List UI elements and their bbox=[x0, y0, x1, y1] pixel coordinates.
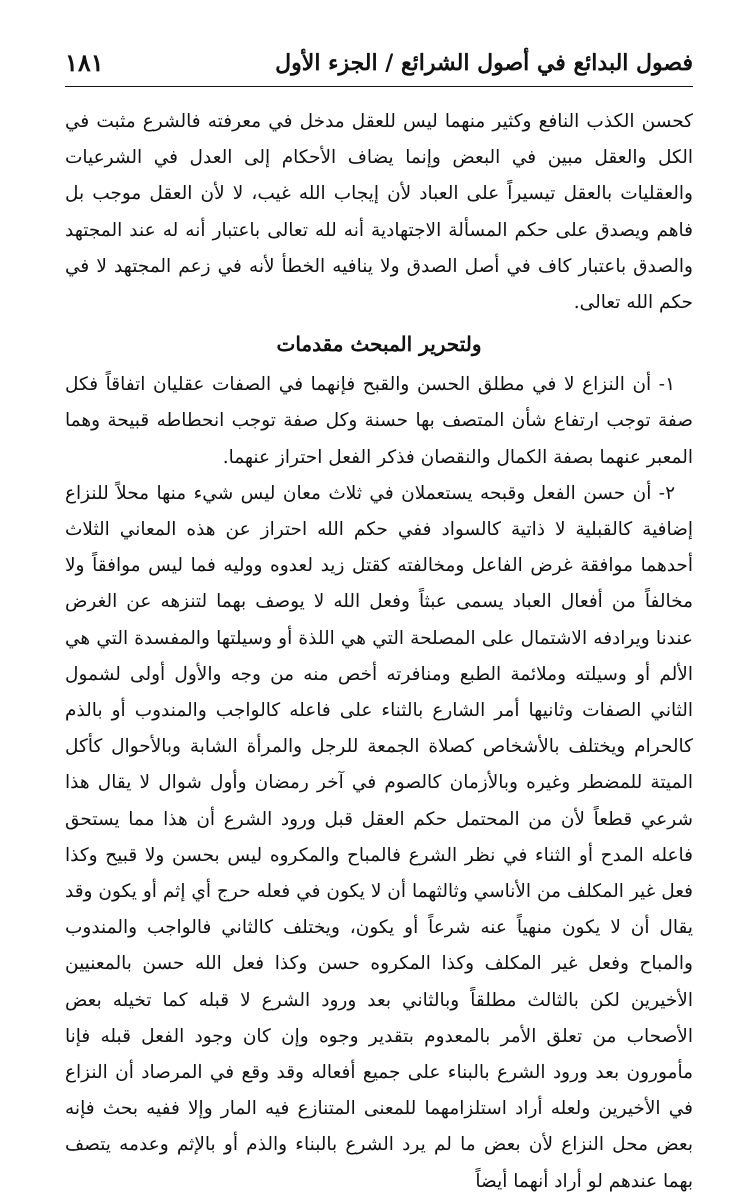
section-heading: ولتحرير المبحث مقدمات bbox=[276, 332, 482, 357]
header-divider bbox=[65, 86, 693, 87]
page-body bbox=[65, 104, 693, 1200]
numbered-item-1: ١- أن النزاع لا في مطلق الحسن والقبح فإنهما في الصفات عقليان اتفاقاً فكل صفة توجب ارتفاع شأن المتصف بها حسنة وكل صفة توجب انحطاطه قبيحة وهما المعبر عنهما بصفة الكمال والنقصان فذكر الفعل احتراز عنهما. bbox=[65, 374, 693, 468]
numbered-item-2: ٢- أن حسن الفعل وقبحه يستعملان في ثلاث معان ليس شيء منها محلاً للنزاع إضافية كالقبلية لا ذاتية كالسواد ففي حكم الله احتراز عن هذه المعاني الثلاث أحدهما موافقة غرض الفاعل ومخالفته كقتل زيد لعدوه ووليه فما ليس موافقاً ولا مخالفاً من أفعال العباد يسمى عبثاً وفعل الله لا يوصف بهما لتنزهه عن الغرض عندنا ويرادفه الاشتمال على المصلحة التي هي اللذة أو وسيلتها والمفسدة التي هي الألم أو وسيلته وملائمة الطبع ومنافرته أخص منه من وجه والأول أولى لشمول الثاني الصفات وثانيها أمر الشارع بالثناء على فاعله كالواجب والمندوب أو بالذم كالحرام ويختلف بالأشخاص كصلاة الجمعة للرجل والمرأة الشابة وبالأحوال كأكل الميتة للمضطر وغيره وبالأزمان كالصوم في آخر رمضان وأول شوال لا يقال هذا شرعي قطعاً لأن من المحتمل حكم العقل قبل ورود الشرع أن هذا مما يستحق فاعله المدح أو الثناء في نظر الشرع فالمباح والمكروه ليس بحسن ولا قبيح وكذا فعل غير المكلف من الأناسي وثالثهما أن لا يكون في فعله حرج أي إثم أو يكون وقد يقال أن لا يكون منهياً عنه شرعاً أو يكون، ويختلف كالثاني فالواجب والمندوب والمباح وفعل غير المكلف وكذا المكروه حسن وكذا فعل الله حسن بالمعنيين الأخيرين لكن بالثالث مطلقاً وبالثاني بعد ورود الشرع لا قبله كما تخيله بعض الأصحاب من تعلق الأمر بالمعدوم بتقدير وجوه وإن كان وجود الفعل قبله فإنا مأمورون بعد ورود الشرع بالبناء على جميع أفعاله وقد وقع في المرصاد أن النزاع في الأخيرين ولعله أراد استلزامهما للمعنى المتنازع فيه المار وإلا ففيه بحث فإنه بعض محل النزاع لأن بعض ما لم يرد الشرع بالبناء والذم أو بالإثم وعدمه يتصف بهما عندهم لو أراد أنهما أيضاً bbox=[65, 482, 693, 1192]
page-header bbox=[65, 0, 693, 90]
intro-paragraph: كحسن الكذب النافع وكثير منهما ليس للعقل مدخل في معرفته فالشرع مثبت في الكل والعقل مبين في البعض وإنما يضاف الأحكام إلى العدل في الشرعيات والعقليات بالعقل تيسيراً على العباد لأن إيجاب الله غيب، لا لأن العقل موجب بل فاهم ويصدق على حكم المسألة الاجتهادية أنه لله تعالى باعتبار أنه له عند المجتهد والصدق باعتبار كاف في أصل الصدق ولا ينافيه الخطأ لأنه في زعم المجتهد لا في حكم الله تعالى. bbox=[65, 111, 693, 314]
page-number: ١٨١ bbox=[65, 48, 104, 77]
running-title: فصول البدائع في أصول الشرائع / الجزء الأول bbox=[275, 50, 693, 76]
